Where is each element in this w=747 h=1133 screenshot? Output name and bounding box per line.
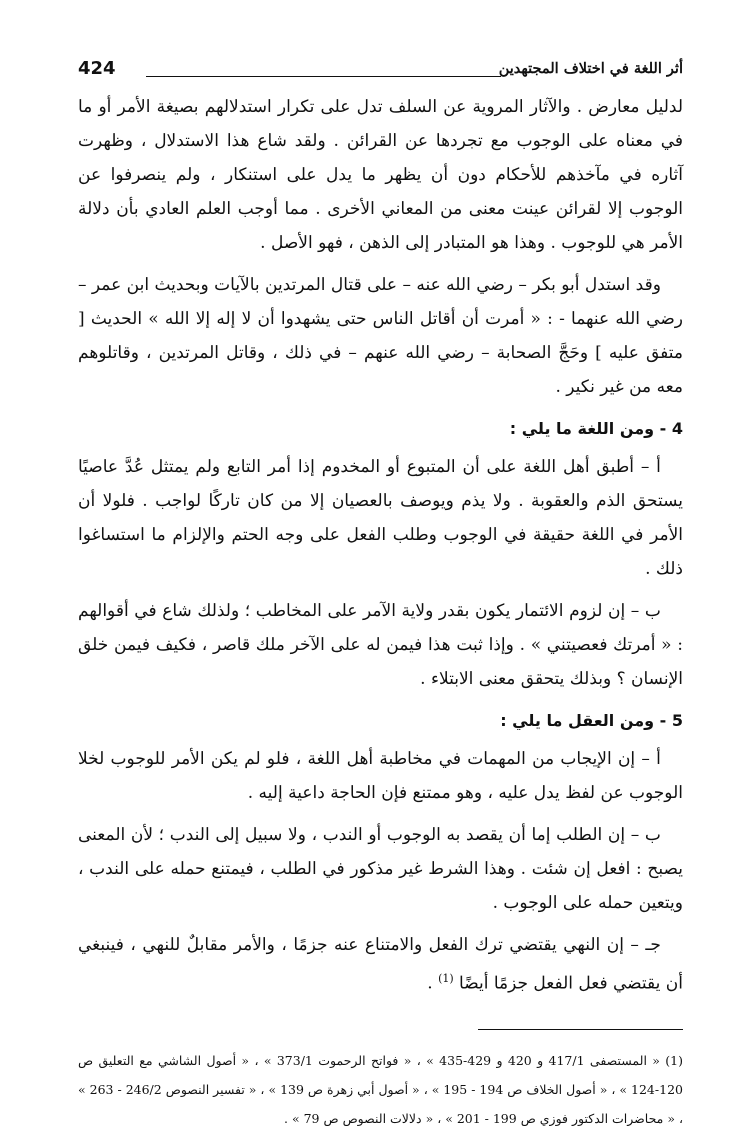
header-rule xyxy=(146,76,501,77)
paragraph-text: جـ – إن النهي يقتضي ترك الفعل والامتناع عنه جزمًا ، والأمر مقابلٌ للنهي ، فينبغي أن يقتضي فعل الفعل جزمًا أيضًا xyxy=(78,935,683,994)
paragraph: ب – إن الطلب إما أن يقصد به الوجوب أو الندب ، ولا سبيل إلى الندب ؛ لأن المعنى يصبح : افعل إن شئت . وهذا الشرط غير مذكور في الطلب ، فيمتنع حمله على الندب ، ويتعين حمله على الوجوب . xyxy=(78,825,683,913)
paragraph xyxy=(78,928,683,1001)
paragraph: لدليل معارض . والآثار المروية عن السلف تدل على تكرار استدلالهم بصيغة الأمر أو ما في معناه على الوجوب مع تجردها عن القرائن . ولقد شاع هذا الاستدلال ، وظهرت آثاره في مآخذهم للأحكام دون أن يظهر ما يدل على استنكار ، ولم ينصرفوا عن الوجوب إلا لقرائن عينت معنى من المعاني الأخرى . مما أوجب العلم العادي بأن دلالة الأمر هي للوجوب . وهذا هو المتبادر إلى الذهن ، فهو الأصل . xyxy=(78,97,683,253)
paragraph-end: . xyxy=(427,973,439,994)
paragraph: وقد استدل أبو بكر – رضي الله عنه – على قتال المرتدين بالآيات وبحديث ابن عمر – رضي الله عنهما - : « أمرت أن أقاتل الناس حتى يشهدوا أن لا إله إلا الله » الحديث [ متفق عليه ] وحَجَّ الصحابة – رضي الله عنهم – في ذلك ، وقاتل المرتدين ، وقاتلوهم معه من غير نكير . xyxy=(78,275,683,397)
main-text xyxy=(78,90,683,1001)
footnote-separator xyxy=(478,1029,683,1030)
footnote-ref: (1) xyxy=(438,972,454,985)
running-header xyxy=(78,56,683,90)
section-heading-5: 5 - ومن العقل ما يلي : xyxy=(500,711,683,730)
page-number: 424 xyxy=(78,58,116,79)
section-heading-4: 4 - ومن اللغة ما يلي : xyxy=(509,419,683,438)
paragraph: أ – أطبق أهل اللغة على أن المتبوع أو المخدوم إذا أمر التابع ولم يمتثل عُدَّ عاصيًا يستحق الذم والعقوبة . ولا يذم ويوصف بالعصيان إلا من كان تاركًا لواجب . فلولا أن الأمر في اللغة حقيقة في الوجوب وطلب الفعل على وجه الحتم والإلزام ما استساغوا ذلك . xyxy=(78,457,683,579)
paragraph: أ – إن الإيجاب من المهمات في مخاطبة أهل اللغة ، فلو لم يكن الأمر للوجوب لخلا الوجوب عن لفظ يدل عليه ، وهو ممتنع فإن الحاجة داعية إليه . xyxy=(78,749,683,803)
running-title: أثر اللغة في اختلاف المجتهدين xyxy=(498,60,683,77)
paragraph: ب – إن لزوم الائتمار يكون بقدر ولاية الآمر على المخاطب ؛ ولذلك شاع في أقوالهم : « أمرتك فعصيتني » . وإذا ثبت هذا فيمن له على الآخر ملك قاصر ، فكيف فيمن خلق الإنسان ؟ وبذلك يتحقق معنى الابتلاء . xyxy=(78,601,683,689)
book-page xyxy=(78,56,684,1126)
footnote: (1) « المستصفى 417/1 و 420 و 429-435 » ، « فواتح الرحموت 373/1 » ، « أصول الشاشي مع التعليق ص 120-124 » ، « أصول الخلاف ص 194 - 195 » ، « أصول أبي زهرة ص 139 » ، « تفسير النصوص 246/2 - 263 » ، « محاضرات الدكتور فوزي ص 199 - 201 » ، « دلالات النصوص ص 79 » . xyxy=(78,1052,684,1126)
